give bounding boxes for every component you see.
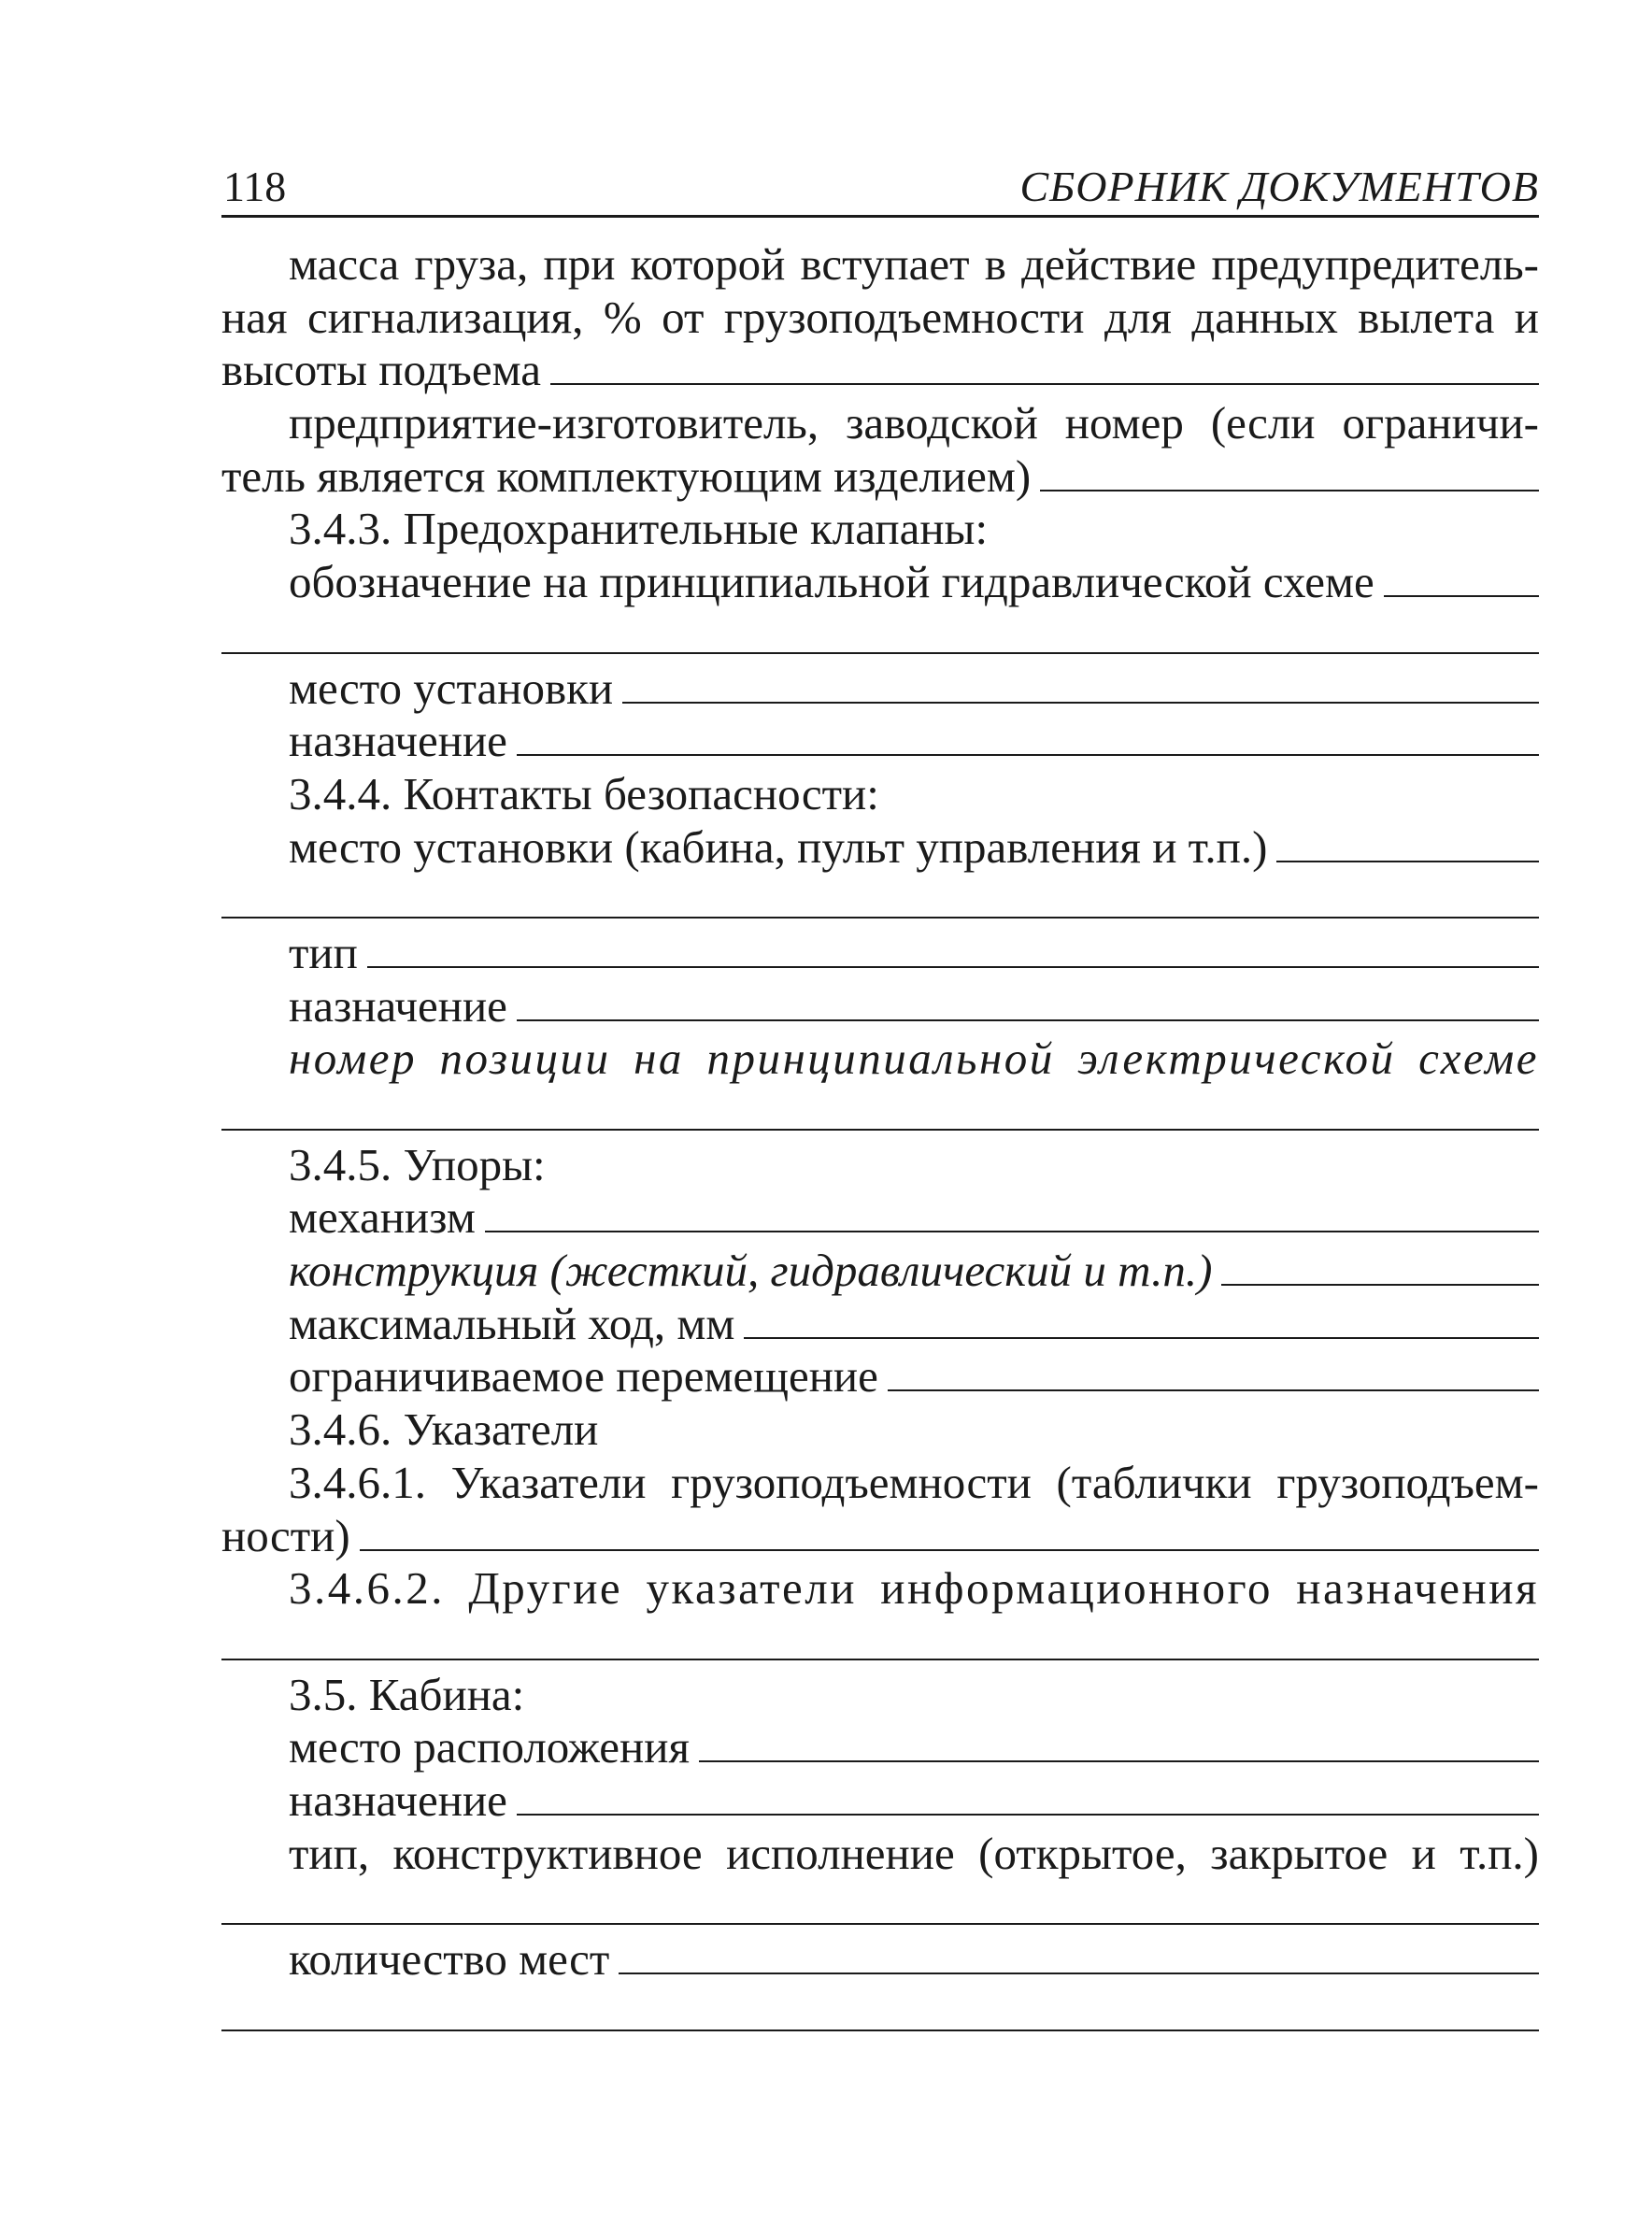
section-heading: 3.5. Кабина:	[289, 1668, 525, 1720]
fill-in-line[interactable]	[1040, 454, 1539, 491]
field-row	[221, 1298, 1539, 1351]
field-label: высоты подъема	[221, 344, 541, 396]
field-label: максимальный ход, мм	[289, 1297, 735, 1349]
blank-line[interactable]	[221, 609, 1539, 662]
field-row	[221, 1933, 1539, 1987]
field-label: обозначение на принципиальной гидравлической схеме	[289, 556, 1374, 608]
blank-line[interactable]	[221, 1987, 1539, 2040]
fill-in-line[interactable]	[1221, 1248, 1539, 1286]
text-line: 3.4.6.1. Указатели грузоподъемности (таблички грузоподъем-	[289, 1456, 1539, 1508]
fill-in-line[interactable]	[888, 1354, 1539, 1391]
section-heading: 3.4.6. Указатели	[289, 1403, 599, 1456]
running-title: СБОРНИК ДОКУМЕНТОВ	[1019, 163, 1539, 210]
field-row	[221, 715, 1539, 768]
field-row	[221, 1774, 1539, 1828]
field-row	[221, 1191, 1539, 1245]
blank-line[interactable]	[221, 874, 1539, 927]
fill-in-line[interactable]	[619, 1937, 1539, 1974]
fill-in-line[interactable]	[1384, 560, 1539, 597]
fill-in-line[interactable]	[360, 1514, 1539, 1551]
field-label: конструкция (жесткий, гидравлический и т.п.)	[289, 1245, 1213, 1297]
text-line: ная сигнализация, % от грузоподъемности для данных вылета и	[221, 291, 1539, 343]
field-label: ограничиваемое перемещение	[289, 1350, 878, 1403]
field-row	[221, 1350, 1539, 1403]
field-row	[221, 1721, 1539, 1774]
fill-in-line[interactable]	[517, 1778, 1539, 1816]
field-label: механизм	[289, 1191, 476, 1244]
field-label: тель является комплектующим изделием)	[221, 449, 1032, 502]
section-heading: 3.4.4. Контакты безопасности:	[289, 767, 879, 819]
field-row	[221, 980, 1539, 1033]
field-label: место установки (кабина, пульт управления и т.п.)	[289, 820, 1268, 873]
fill-in-line[interactable]	[622, 666, 1539, 704]
text-line: предприятие-изготовитель, заводской номер (если ограничи-	[289, 397, 1539, 449]
field-row	[221, 556, 1539, 609]
field-label: назначение	[289, 979, 507, 1032]
field-row	[221, 1245, 1539, 1298]
field-row	[221, 927, 1539, 980]
fill-in-line[interactable]	[699, 1725, 1539, 1762]
field-row	[221, 821, 1539, 875]
section-heading: 3.4.3. Предохранительные клапаны:	[289, 503, 989, 555]
field-row	[221, 450, 1539, 504]
fill-in-line[interactable]	[744, 1302, 1539, 1339]
field-row	[221, 344, 1539, 397]
fill-in-line[interactable]	[517, 984, 1539, 1021]
blank-line[interactable]	[221, 1880, 1539, 1933]
field-label: тип	[289, 926, 358, 978]
fill-in-line[interactable]	[517, 719, 1539, 756]
text-line: тип, конструктивное исполнение (открытое, закрытое и т.п.)	[289, 1827, 1539, 1879]
fill-in-line[interactable]	[485, 1195, 1539, 1232]
field-label: место установки	[289, 662, 614, 714]
section-heading: 3.4.5. Упоры:	[289, 1138, 546, 1190]
page-header	[221, 163, 1539, 218]
page-number: 118	[223, 163, 287, 210]
field-label: назначение	[289, 1773, 507, 1826]
field-label: ности)	[221, 1509, 350, 1561]
blank-line[interactable]	[221, 1086, 1539, 1139]
blank-line[interactable]	[221, 1616, 1539, 1669]
text-line: масса груза, при которой вступает в действие предупредитель-	[289, 238, 1539, 290]
field-row	[221, 1510, 1539, 1563]
text-line: номер позиции на принципиальной электрической схеме	[289, 1033, 1539, 1085]
form-body	[221, 238, 1539, 2039]
field-label: назначение	[289, 715, 507, 767]
fill-in-line[interactable]	[1276, 825, 1539, 862]
fill-in-line[interactable]	[367, 931, 1539, 968]
field-row	[221, 662, 1539, 716]
field-label: количество мест	[289, 1933, 610, 1985]
fill-in-line[interactable]	[550, 348, 1539, 385]
text-line: 3.4.6.2. Другие указатели информационного назначения	[289, 1562, 1539, 1615]
field-label: место расположения	[289, 1721, 690, 1773]
